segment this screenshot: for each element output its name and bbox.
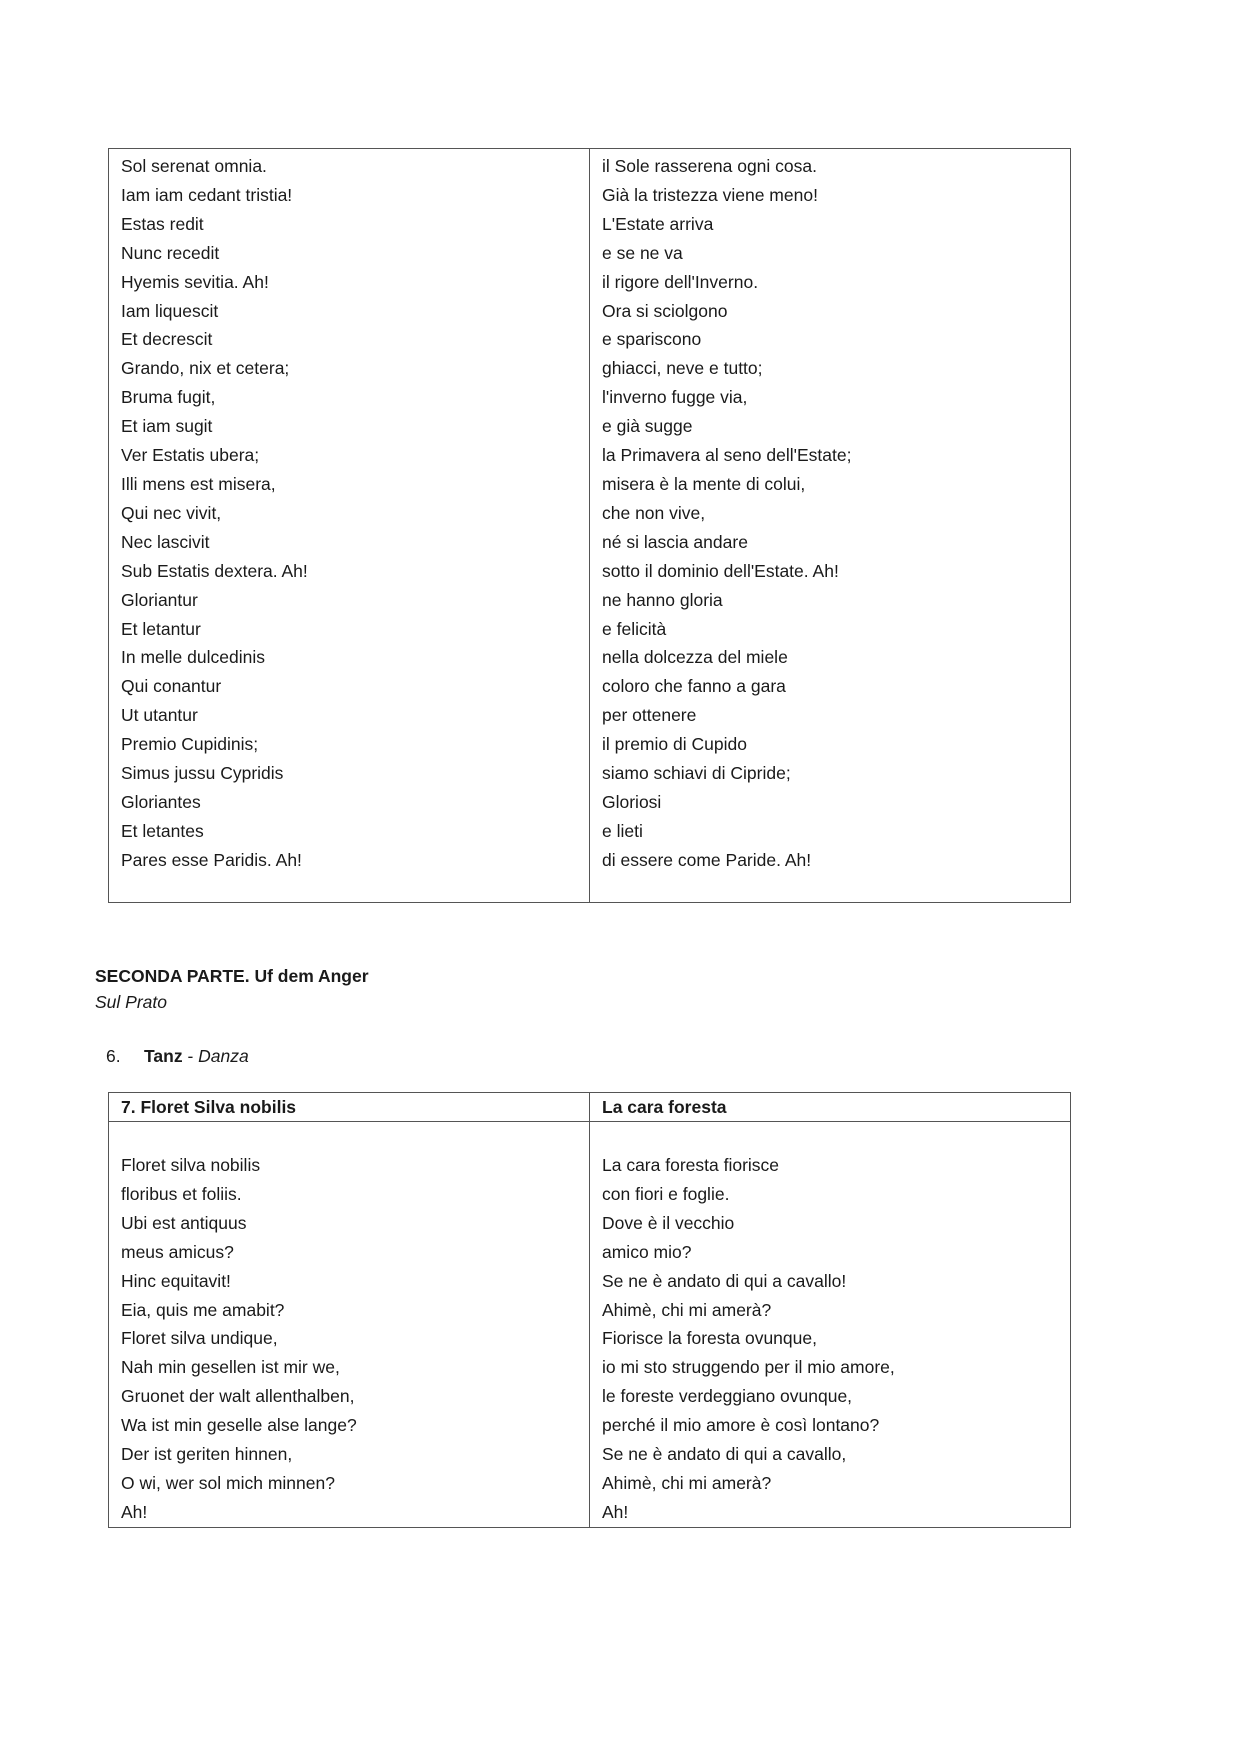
lyric-line: Nunc recedit	[121, 242, 220, 263]
lyric-line: Gruonet der walt allenthalben,	[121, 1386, 355, 1407]
list-item-tanz	[106, 1044, 249, 1068]
lyric-line: siamo schiavi di Cipride;	[602, 763, 791, 784]
header-latin: 7. Floret Silva nobilis	[109, 1093, 590, 1122]
header-italian: La cara foresta	[590, 1093, 1071, 1122]
lyrics-table-continued	[108, 148, 1071, 903]
lyric-line: Ahimè, chi mi amerà?	[602, 1472, 772, 1493]
lyric-line: e lieti	[602, 820, 643, 841]
lyric-line: il Sole rasserena ogni cosa.	[602, 156, 817, 176]
lyric-line: Gloriosi	[602, 791, 662, 812]
lyric-line: In melle dulcedinis	[121, 647, 265, 668]
latin-column	[109, 1122, 590, 1528]
lyric-line: il rigore dell'Inverno.	[602, 271, 759, 292]
list-item-number: 6.	[106, 1046, 121, 1066]
lyric-line: Et letantes	[121, 820, 204, 841]
lyric-line: Fiorisce la foresta ovunque,	[602, 1328, 817, 1349]
lyric-line: Floret silva nobilis	[121, 1155, 261, 1175]
table-row	[109, 149, 1071, 903]
lyric-line: Ah!	[602, 1501, 629, 1522]
lyric-line: Già la tristezza viene meno!	[602, 184, 818, 205]
lyric-line: Illi mens est misera,	[121, 473, 276, 494]
italian-lines	[602, 152, 1058, 875]
italian-lines	[602, 1151, 1058, 1527]
italian-column	[590, 1122, 1071, 1528]
lyric-line: le foreste verdeggiano ovunque,	[602, 1386, 853, 1407]
lyric-line: meus amicus?	[121, 1241, 234, 1262]
lyric-line: e spariscono	[602, 329, 702, 350]
lyric-line: Sol serenat omnia.	[121, 156, 267, 176]
lyric-line: Grando, nix et cetera;	[121, 358, 290, 379]
lyric-line: Ver Estatis ubera;	[121, 445, 260, 466]
table-header-row	[109, 1093, 1071, 1122]
lyric-line: Gloriantes	[121, 791, 201, 812]
lyric-line: e se ne va	[602, 242, 683, 263]
lyric-line: Ora si sciolgono	[602, 300, 728, 321]
lyric-line: Iam iam cedant tristia!	[121, 184, 293, 205]
lyric-line: Dove è il vecchio	[602, 1212, 735, 1233]
lyric-line: né si lascia andare	[602, 531, 748, 552]
lyric-line: e già sugge	[602, 416, 693, 437]
lyric-line: sotto il dominio dell'Estate. Ah!	[602, 560, 839, 581]
lyric-line: Ah!	[121, 1501, 148, 1522]
lyric-line: l'inverno fugge via,	[602, 387, 748, 408]
lyric-line: ghiacci, neve e tutto;	[602, 358, 763, 379]
lyric-line: Ahimè, chi mi amerà?	[602, 1299, 772, 1320]
lyric-line: amico mio?	[602, 1241, 692, 1262]
lyric-line: perché il mio amore è così lontano?	[602, 1415, 880, 1436]
lyric-line: Nec lascivit	[121, 531, 210, 552]
list-item-separator: -	[182, 1046, 199, 1066]
table-row	[109, 1122, 1071, 1528]
lyrics-table-floret	[108, 1092, 1071, 1528]
list-item-translation: Danza	[198, 1046, 249, 1066]
lyric-line: che non vive,	[602, 502, 706, 523]
lyric-line: Pares esse Paridis. Ah!	[121, 849, 302, 870]
lyric-line: Hyemis sevitia. Ah!	[121, 271, 269, 292]
lyric-line: Wa ist min geselle alse lange?	[121, 1415, 357, 1436]
lyric-line: coloro che fanno a gara	[602, 676, 786, 697]
lyric-line: Se ne è andato di qui a cavallo!	[602, 1270, 847, 1291]
lyric-line: La cara foresta fiorisce	[602, 1155, 780, 1175]
lyric-line: Sub Estatis dextera. Ah!	[121, 560, 308, 581]
lyric-line: e felicità	[602, 618, 667, 639]
lyric-line: Estas redit	[121, 213, 204, 234]
lyric-line: il premio di Cupido	[602, 734, 747, 755]
lyric-line: Simus jussu Cypridis	[121, 763, 284, 784]
lyric-line: ne hanno gloria	[602, 589, 723, 610]
lyric-line: Et decrescit	[121, 329, 213, 350]
latin-lines	[121, 152, 577, 875]
lyric-line: la Primavera al seno dell'Estate;	[602, 445, 852, 466]
lyric-line: O wi, wer sol mich minnen?	[121, 1472, 335, 1493]
lyric-line: Bruma fugit,	[121, 387, 216, 408]
latin-lines	[121, 1151, 577, 1527]
lyric-line: nella dolcezza del miele	[602, 647, 788, 668]
lyric-line: io mi sto struggendo per il mio amore,	[602, 1357, 895, 1378]
lyric-line: floribus et foliis.	[121, 1183, 242, 1204]
lyric-line: Premio Cupidinis;	[121, 734, 259, 755]
lyric-line: Et iam sugit	[121, 416, 213, 437]
lyric-line: Et letantur	[121, 618, 201, 639]
latin-column	[109, 149, 590, 903]
lyric-line: con fiori e foglie.	[602, 1183, 730, 1204]
lyric-line: Qui nec vivit,	[121, 502, 222, 523]
lyric-line: Nah min gesellen ist mir we,	[121, 1357, 340, 1378]
lyric-line: di essere come Paride. Ah!	[602, 849, 812, 870]
lyric-line: Floret silva undique,	[121, 1328, 278, 1349]
lyric-line: Eia, quis me amabit?	[121, 1299, 285, 1320]
lyric-line: Qui conantur	[121, 676, 222, 697]
section-title: SECONDA PARTE. Uf dem Anger	[95, 966, 369, 986]
lyric-line: Ubi est antiquus	[121, 1212, 247, 1233]
lyric-line: Iam liquescit	[121, 300, 219, 321]
italian-column	[590, 149, 1071, 903]
lyric-line: per ottenere	[602, 705, 697, 726]
lyric-line: Gloriantur	[121, 589, 198, 610]
lyric-line: Ut utantur	[121, 705, 198, 726]
lyric-line: L'Estate arriva	[602, 213, 714, 234]
section-subtitle: Sul Prato	[95, 992, 167, 1012]
list-item-title: Tanz	[144, 1046, 183, 1066]
lyric-line: Se ne è andato di qui a cavallo,	[602, 1444, 847, 1465]
lyric-line: misera è la mente di colui,	[602, 473, 806, 494]
lyric-line: Hinc equitavit!	[121, 1270, 231, 1291]
lyric-line: Der ist geriten hinnen,	[121, 1444, 293, 1465]
